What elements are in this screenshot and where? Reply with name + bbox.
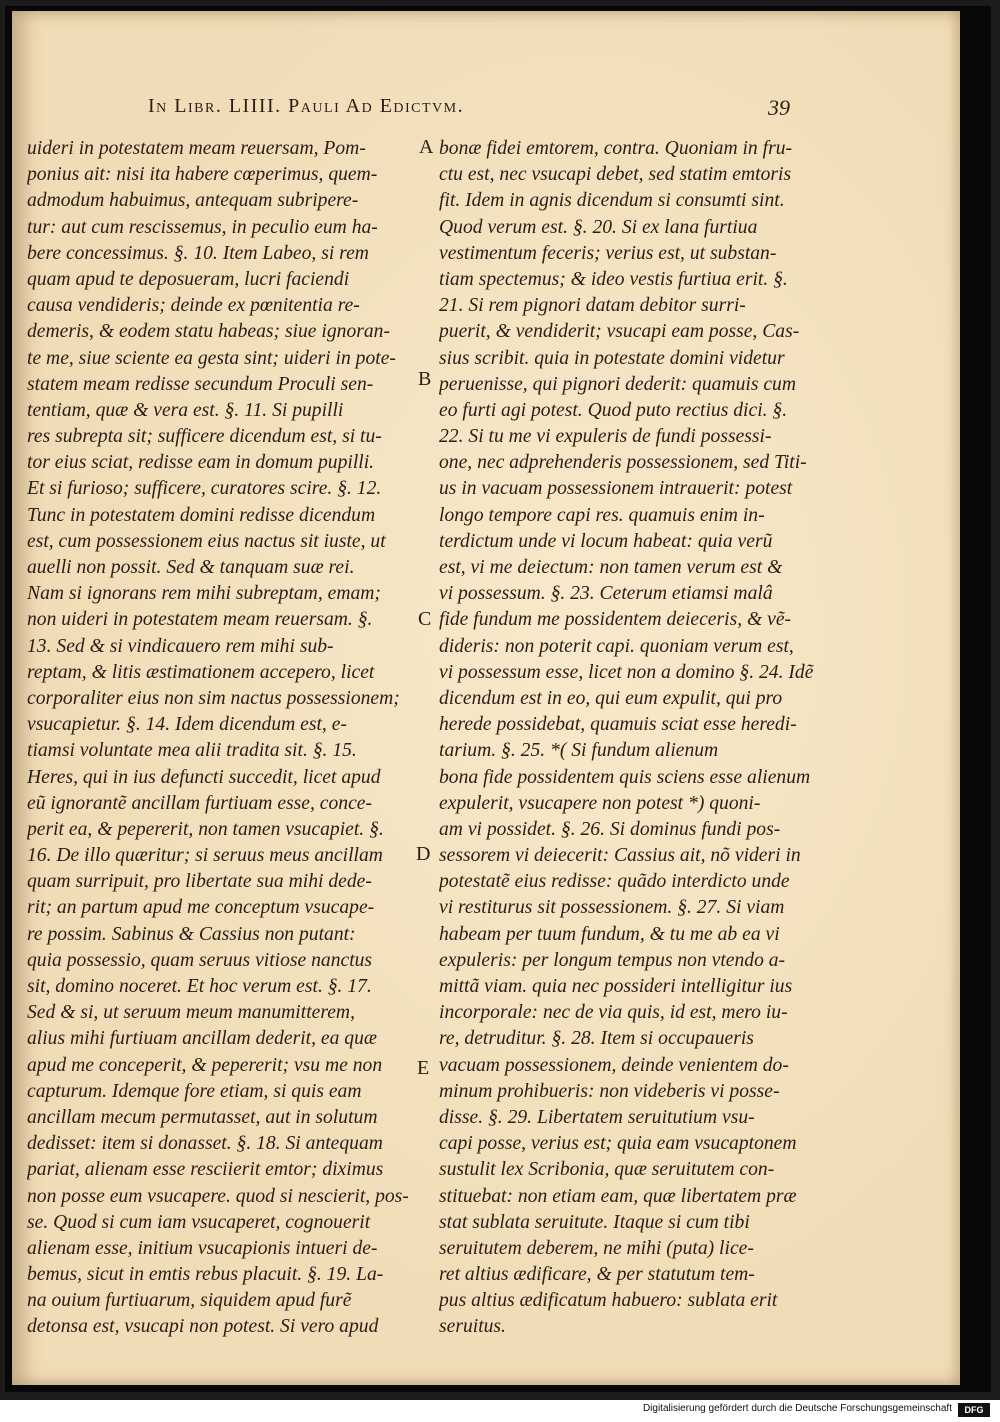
text-line: Nam si ignorans rem mihi subreptam, emam; <box>27 583 381 605</box>
text-line: dideris: non poterit capi. quoniam verum est, <box>439 635 794 657</box>
text-line: terdictum unde vi locum habeat: quia verũ <box>439 530 773 552</box>
text-line: tur: aut cum rescissemus, in peculio eum ha- <box>27 216 378 238</box>
text-line: admodum habuimus, antequam subripere- <box>27 190 359 212</box>
text-line: capi posse, verius est; quia eam vsucaptonem <box>439 1133 797 1155</box>
text-line: one, nec adprehenderis possessionem, sed Titi- <box>439 452 807 474</box>
text-line: minum prohibueris: non videberis vi posse- <box>439 1080 780 1102</box>
text-line: capturum. Idemque fore etiam, si quis eam <box>27 1080 362 1102</box>
text-line: stat sublata seruitute. Itaque si cum tibi <box>439 1211 750 1233</box>
text-line: 22. Si tu me vi expuleris de fundi possessi- <box>439 426 772 448</box>
text-line: mittã viam. quia nec possideri intelligitur ius <box>439 976 793 997</box>
text-line: Tunc in potestatem domini redisse dicendum <box>27 504 376 526</box>
text-line: statem meam redisse secundum Proculi sen- <box>27 373 374 395</box>
text-line: tarium. §. 25. *( Si fundum alienum <box>439 740 719 762</box>
text-line: herede possidebat, quamuis sciat esse heredi- <box>439 714 797 736</box>
text-line: longo tempore capi res. quamuis enim in- <box>439 504 765 526</box>
funding-credit: Digitalisierung gefördert durch die Deutsche Forschungsgemeinschaft <box>642 1403 952 1414</box>
text-line: uideri in potestatem meam reuersam, Pom- <box>27 138 366 159</box>
text-line: alius mihi furtiuam ancillam dederit, ea quæ <box>27 1028 377 1050</box>
text-line: bonæ fidei emtorem, contra. Quoniam in fru- <box>439 138 793 159</box>
footer-bar <box>0 1400 1000 1422</box>
text-line: te me, siue sciente ea gesta sint; uideri in pote- <box>27 347 396 369</box>
text-line: bemus, sicut in emtis rebus placuit. §. 19. La- <box>27 1264 384 1286</box>
text-line: sustulit lex Scribonia, quæ seruitutem con- <box>439 1159 775 1181</box>
text-line: pus altius ædificatum habuero: sublata erit <box>439 1290 778 1312</box>
text-line: seruitutem deberem, ne mihi (puta) lice- <box>439 1237 754 1259</box>
margin-letter-c: C <box>418 608 432 630</box>
text-line: puerit, & vendiderit; vsucapi eam posse, Cas- <box>439 321 800 343</box>
text-line: fit. Idem in agnis dicendum si consumti sint. <box>439 190 785 212</box>
text-line: us in vacuam possessionem intrauerit: potest <box>439 478 793 500</box>
text-line: non posse eum vsucapere. quod si nescierit, pos- <box>27 1185 409 1207</box>
text-line: quia possessio, quam seruus vitiose nanctus <box>27 949 373 971</box>
text-line: pariat, alienam esse resciierit emtor; diximus <box>27 1159 384 1181</box>
text-line: perit ea, & pepererit, non tamen vsucapiet. §. <box>27 818 384 840</box>
text-line: re possim. Sabinus & Cassius non putant: <box>27 923 356 945</box>
text-line: causa vendideris; deinde ex pœnitentia re- <box>27 295 360 317</box>
text-line: am vi possidet. §. 26. Si dominus fundi pos- <box>439 818 781 840</box>
text-line: sit, domino noceret. Et hoc verum est. §. 17. <box>27 976 372 997</box>
text-line: eũ ignorantẽ ancillam furtiuam esse, conce- <box>27 792 372 814</box>
text-line: apud me conceperit, & pepererit; vsu me non <box>27 1054 383 1076</box>
text-line: fide fundum me possidentem deieceris, & vẽ- <box>439 609 792 631</box>
text-line: vi restiturus sit possessionem. §. 27. Si viam <box>439 897 785 919</box>
text-line: vestimentum feceris; verius est, ut substan- <box>439 242 777 264</box>
scan-frame <box>5 6 991 1392</box>
text-line: disse. §. 29. Libertatem seruitutium vsu- <box>439 1106 755 1128</box>
text-line: na ouium furtiuarum, siquidem apud furẽ <box>27 1290 352 1312</box>
text-line: Et si furioso; sufficere, curatores scire. §. 12. <box>27 478 382 500</box>
text-line: corporaliter eius non sim nactus possessionem; <box>27 687 400 709</box>
margin-letter-a: A <box>419 136 434 158</box>
text-line: alienam esse, initium vsucapionis intueri de- <box>27 1237 378 1259</box>
text-line: bona fide possidentem quis sciens esse alienum <box>439 766 811 788</box>
text-line: rit; an partum apud me conceptum vsucape- <box>27 897 375 919</box>
text-line: potestatẽ eius redisse: quãdo interdicto unde <box>439 871 790 893</box>
text-line: stituebat: non etiam eam, quæ libertatem præ <box>439 1185 797 1207</box>
text-line: est, cum possessionem eius nactus sit iuste, ut <box>27 530 386 552</box>
text-line: tiamsi voluntate mea alii tradita sit. §. 15. <box>27 740 357 762</box>
running-head: In Libr. LIIII. Pauli Ad Edictvm. <box>148 95 465 117</box>
text-line: est, vi me deiectum: non tamen verum est & <box>439 557 783 578</box>
text-line: vacuam possessionem, deinde venientem do- <box>439 1054 789 1076</box>
margin-letter-b: B <box>418 368 432 390</box>
text-line: 16. De illo quæritur; si seruus meus ancillam <box>27 845 383 867</box>
text-line: ponius ait: nisi ita habere cœperimus, quem- <box>27 164 378 186</box>
text-line: tiam spectemus; & ideo vestis furtiua erit. §. <box>439 268 788 290</box>
text-line: detonsa est, vsucapi non potest. Si vero apud <box>27 1316 379 1338</box>
margin-letter-e: E <box>417 1057 430 1079</box>
text-line: 13. Sed & si vindicauero rem mihi sub- <box>27 635 334 657</box>
text-line: demeris, & eodem statu habeas; siue ignoran- <box>27 321 390 343</box>
text-line: ancillam mecum permutasset, aut in solutum <box>27 1106 378 1128</box>
text-line: sessorem vi deiecerit: Cassius ait, nõ videri in <box>439 845 801 867</box>
text-line: se. Quod si cum iam vsucaperet, cognouerit <box>27 1211 371 1233</box>
text-line: eo furti agi potest. Quod puto rectius dici. §. <box>439 399 788 421</box>
text-line: auelli non possit. Sed & tanquam suæ rei. <box>27 557 355 578</box>
text-line: vi possessum esse, licet non a domino §. 24. Idẽ <box>439 661 814 683</box>
text-line: reptam, & litis æstimationem accepero, licet <box>27 661 375 683</box>
text-line: dicendum est in eo, qui eum expulit, qui pro <box>439 687 783 709</box>
text-line: tentiam, quæ & vera est. §. 11. Si pupilli <box>27 399 344 421</box>
text-line: Heres, qui in ius defuncti succedit, licet apud <box>27 766 381 788</box>
text-line: incorporale: nec de via quis, id est, mero iu- <box>439 1002 788 1024</box>
book-page <box>12 11 960 1385</box>
right-column <box>439 136 829 1341</box>
left-column <box>27 136 417 1341</box>
text-line: non uideri in potestatem meam reuersam. §. <box>27 609 373 631</box>
page-number: 39 <box>768 95 790 120</box>
text-line: expuleris: per longum tempus non vtendo a- <box>439 949 786 971</box>
text-line: vi possessum. §. 23. Ceterum etiamsi malâ <box>439 583 773 605</box>
text-line: Sed & si, ut seruum meum manumitterem, <box>27 1002 355 1024</box>
text-line: habeam per tuum fundum, & tu me ab ea vi <box>439 923 780 945</box>
text-line: peruenisse, qui pignori dederit: quamuis cum <box>439 373 797 395</box>
text-line: quam surripuit, pro libertate sua mihi dede- <box>27 871 372 893</box>
text-line: tor eius sciat, redisse eam in domum pupilli. <box>27 452 375 474</box>
text-line: re, detruditur. §. 28. Item si occupaueris <box>439 1028 754 1050</box>
text-line: sius scribit. quia in potestate domini videtur <box>439 347 785 369</box>
text-line: expulerit, vsucapere non potest *) quoni- <box>439 792 761 814</box>
text-line: ret altius ædificare, & per statutum tem- <box>439 1264 755 1286</box>
dfg-logo-icon: DFG <box>958 1403 990 1417</box>
text-line: seruitus. <box>439 1316 506 1338</box>
text-line: dedisset: item si donasset. §. 18. Si antequam <box>27 1133 383 1155</box>
margin-letter-d: D <box>416 843 431 865</box>
text-line: ctu est, nec vsucapi debet, sed statim emtoris <box>439 164 792 186</box>
text-line: res subrepta sit; sufficere dicendum est, si tu- <box>27 426 382 448</box>
text-line: quam apud te deposueram, lucri faciendi <box>27 268 350 290</box>
text-line: Quod verum est. §. 20. Si ex lana furtiua <box>439 216 758 238</box>
text-line: vsucapietur. §. 14. Idem dicendum est, e- <box>27 714 347 736</box>
text-line: 21. Si rem pignori datam debitor surri- <box>439 295 746 317</box>
text-line: bere concessimus. §. 10. Item Labeo, si rem <box>27 242 369 264</box>
